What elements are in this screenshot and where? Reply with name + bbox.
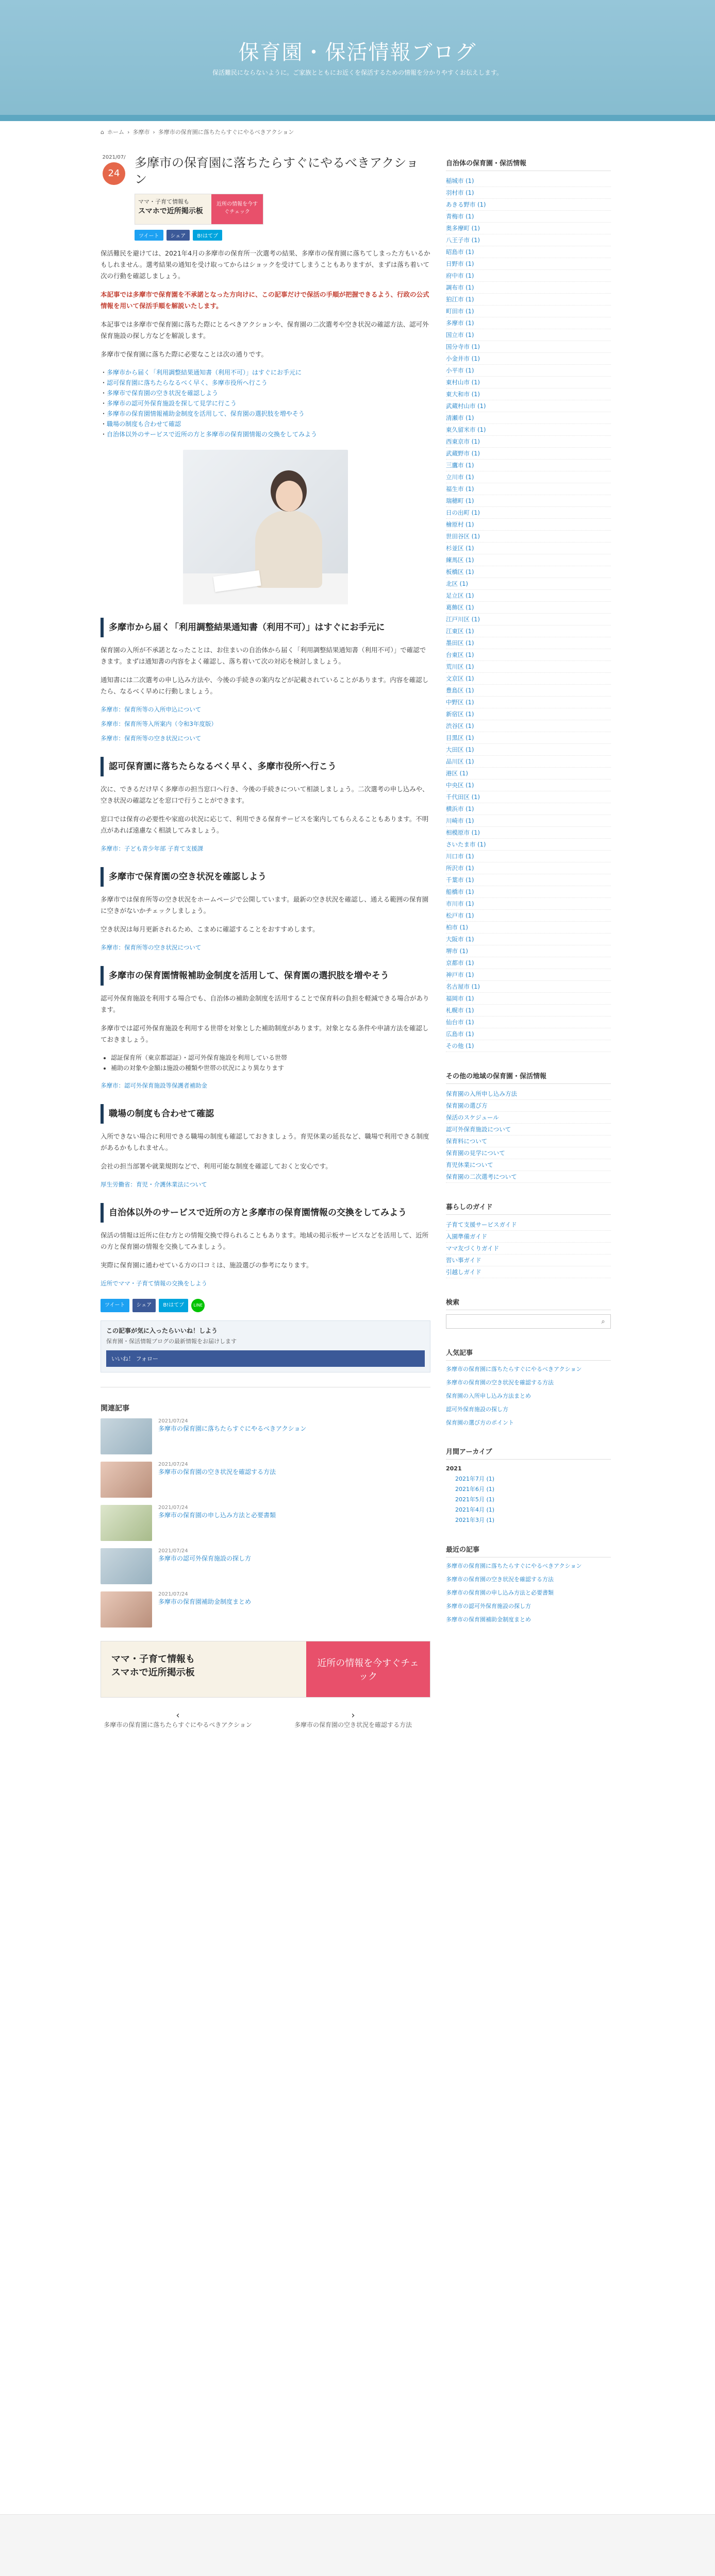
sidebar-area-item[interactable]: 武蔵村山市 (1) [446,400,611,412]
sidebar-area-item[interactable]: 三鷹市 (1) [446,460,611,471]
prev-post-title[interactable]: 多摩市の保育園に落ちたらすぐにやるべきアクション [104,1721,252,1728]
section-heading: 多摩市で保育園の空き状況を確認しよう [101,867,430,887]
sidebar-area-item[interactable]: 港区 (1) [446,768,611,779]
sidebar-area-item[interactable]: 昭島市 (1) [446,246,611,258]
related-thumbnail[interactable] [101,1462,152,1498]
section-heading: 多摩市から届く「利用調整結果通知書（利用不可）」はすぐにお手元に [101,618,430,637]
sidebar-area-item[interactable]: 小平市 (1) [446,365,611,377]
recent-item[interactable]: 多摩市の保育園の空き状況を確認する方法 [446,1576,554,1583]
sidebar-area-item[interactable]: 所沢市 (1) [446,862,611,874]
prev-post[interactable] [101,1711,255,1730]
source-link[interactable]: 多摩市：子ども青少年部 子育て支援課 [101,845,204,852]
sidebar-section-title: 自治体の保育園・保活情報 [446,155,611,171]
hatena-bookmark-button[interactable]: B!はてブ [159,1299,188,1312]
section-paragraph: 会社の担当部署や就業規則などで、利用可能な制度を確認しておくと安心です。 [101,1162,332,1170]
sidebar-area-item[interactable]: 札幌市 (1) [446,1005,611,1016]
archive-year[interactable]: 2021 [446,1465,462,1472]
archive-month[interactable]: 2021年5月 (1) [455,1496,495,1503]
section-paragraph: 入所できない場合に利用できる職場の制度も確認しておきましょう。育児休業の延長など、職場で利用できる制度があるかもしれません。 [101,1132,429,1151]
sidebar-area-item[interactable]: 仙台市 (1) [446,1016,611,1028]
sidebar-search [446,1294,611,1329]
sidebar-area-item[interactable]: 千葉市 (1) [446,874,611,886]
sidebar-other-item[interactable]: 保活のスケジュール [446,1112,611,1124]
sidebar-other-item[interactable]: 保育園の見学について [446,1147,611,1159]
sidebar-others [446,1067,611,1183]
ad-banner-button[interactable]: 近所の情報を今すぐチェック [306,1641,430,1697]
popular-item[interactable]: 認可外保育施設の探し方 [446,1406,508,1413]
facebook-share-button[interactable]: シェア [132,1299,156,1312]
ad-banner-small[interactable] [135,194,263,225]
sidebar-section-title: 最近の記事 [446,1541,611,1557]
sidebar-area-item[interactable]: 稲城市 (1) [446,175,611,187]
source-links [101,1080,430,1091]
source-links [101,1179,430,1190]
sidebar-area-item[interactable]: 渋谷区 (1) [446,720,611,732]
sidebar-popular [446,1344,611,1428]
sidebar-section-title: 検索 [446,1294,611,1310]
sidebar-area-item[interactable]: 練馬区 (1) [446,554,611,566]
sidebar-other-item[interactable]: 認可外保育施設について [446,1124,611,1136]
area-list [446,175,611,1052]
sidebar-guides [446,1198,611,1278]
facebook-like-box [101,1320,430,1372]
popular-item[interactable]: 多摩市の保育園に落ちたらすぐにやるべきアクション [446,1366,582,1372]
sidebar-area-item[interactable]: 荒川区 (1) [446,661,611,673]
sidebar-area-item[interactable]: 大阪市 (1) [446,934,611,945]
sidebar-area-item[interactable]: 狛江市 (1) [446,294,611,306]
toc-item[interactable]: ・ 多摩市の認可外保育施設を探して見学に行こう [101,398,430,409]
sidebar-area-item[interactable]: 多摩市 (1) [446,317,611,329]
archive-month[interactable]: 2021年7月 (1) [455,1476,495,1482]
source-links [101,1278,430,1289]
sidebar-other-item[interactable]: 育児休業について [446,1159,611,1171]
sidebar-areas [446,155,611,1052]
sidebar-area-item[interactable]: 市川市 (1) [446,898,611,910]
recent-item[interactable]: 多摩市の保育園の申し込み方法と必要書類 [446,1589,554,1596]
related-title: 関連記事 [101,1404,129,1413]
sidebar-area-item[interactable]: 北区 (1) [446,578,611,590]
sidebar-area-item[interactable]: 東大和市 (1) [446,388,611,400]
source-link[interactable]: 多摩市：保育所等の入所申込について [101,706,202,713]
ad-banner-large[interactable] [101,1641,430,1698]
tweet-button[interactable]: ツイート [101,1299,129,1312]
sidebar-area-item[interactable]: あきる野市 (1) [446,199,611,211]
sidebar-area-item[interactable]: 大田区 (1) [446,744,611,756]
toc-item[interactable]: ・ 職場の制度も合わせて確認 [101,419,430,429]
table-of-contents [101,367,430,439]
sidebar-area-item[interactable]: 青梅市 (1) [446,211,611,223]
sidebar-area-item[interactable]: 檜原村 (1) [446,519,611,531]
sidebar-area-item[interactable]: 清瀬市 (1) [446,412,611,424]
sidebar-guide-item[interactable]: 引越しガイド [446,1266,611,1278]
sidebar-area-item[interactable]: 東久留米市 (1) [446,424,611,436]
main-content [101,155,430,1730]
site-footer [0,2514,715,2576]
ad-line2: スマホで近所掲示板 [138,207,203,215]
tweet-button[interactable]: ツイート [135,230,163,241]
related-date: 2021/07/24 [158,1462,188,1467]
facebook-like-button[interactable]: いいね！ フォロー [106,1350,425,1367]
sidebar-other-item[interactable]: 保育料について [446,1136,611,1147]
related-date: 2021/07/24 [158,1591,188,1597]
sidebar-recent [446,1541,611,1624]
sidebar-area-item[interactable]: 江戸川区 (1) [446,614,611,625]
sidebar-area-item[interactable]: 品川区 (1) [446,756,611,768]
section-paragraph: 通知書には二次選考の申し込み方法や、今後の手続きの案内などが記載されていることがあります。内容を確認したら、なるべく早めに行動しましょう。 [101,676,429,695]
related-date: 2021/07/24 [158,1505,188,1511]
related-link[interactable]: 多摩市の認可外保育施設の探し方 [158,1555,252,1562]
related-thumbnail[interactable] [101,1505,152,1541]
article-header [101,155,430,188]
intro-paragraph: 本記事では多摩市で保育園に落ちた際にとるべきアクションや、保育園の二次選考や空き状況の確認方法、認可外保育施設の探し方などを解説します。 [101,320,429,340]
section-paragraph: 多摩市では認可外保育施設を利用する世帯を対象とした補助制度があります。対象となる条件や申請方法を確認しておきましょう。 [101,1024,429,1043]
ad-banner-button[interactable]: 近所の情報を今すぐチェック [211,194,263,224]
source-link[interactable]: 多摩市：保育所等入所案内（令和3年度版） [101,720,217,727]
related-thumbnail[interactable] [101,1548,152,1584]
related-link[interactable]: 多摩市の保育園に落ちたらすぐにやるべきアクション [158,1425,307,1432]
sidebar-area-item[interactable]: 武蔵野市 (1) [446,448,611,460]
site-description: 保活難民にならないように。ご家族とともにお近くを保活するための情報を分かりやすくお伝えします。 [212,69,503,76]
sidebar-area-item[interactable]: 東村山市 (1) [446,377,611,388]
toc-item[interactable]: ・ 多摩市の保育園情報補助金制度を活用して、保育園の選択肢を増やそう [101,409,430,419]
related-item[interactable] [101,1591,430,1628]
source-links [101,942,430,953]
related-link[interactable]: 多摩市の保育園の申し込み方法と必要書類 [158,1512,276,1519]
related-date: 2021/07/24 [158,1418,188,1424]
sidebar-area-item[interactable]: 日野市 (1) [446,258,611,270]
breadcrumb-separator: › [153,128,155,135]
search-box [446,1314,611,1329]
section-paragraph: 窓口では保育の必要性や家庭の状況に応じて、利用できる保育サービスを案内してもらえることもあります。不明点があれば遠慮なく相談してみましょう。 [101,815,429,834]
sidebar-area-item[interactable]: 豊島区 (1) [446,685,611,697]
next-post-title[interactable]: 多摩市の保育園の空き状況を確認する方法 [294,1721,412,1728]
section-paragraph: 認可外保育施設を利用する場合でも、自治体の補助金制度を活用することで保育料の負担を軽減できる場合があります。 [101,994,429,1013]
sidebar-area-item[interactable]: 名古屋市 (1) [446,981,611,993]
like-box-title: この記事が気に入ったらいいね！しよう [106,1327,218,1334]
post-navigation [101,1711,430,1730]
popular-item[interactable]: 多摩市の保育園の空き状況を確認する方法 [446,1379,554,1386]
related-item[interactable] [101,1462,430,1498]
related-item[interactable] [101,1418,430,1454]
sidebar-area-item[interactable]: 世田谷区 (1) [446,531,611,543]
sidebar-area-item[interactable]: 新宿区 (1) [446,708,611,720]
hatena-bookmark-button[interactable]: B!はてブ [193,230,222,241]
sidebar-area-item[interactable]: 船橋市 (1) [446,886,611,898]
breadcrumb-home[interactable]: ホーム [107,129,124,135]
sidebar-area-item[interactable]: 川崎市 (1) [446,815,611,827]
recent-item[interactable]: 多摩市の保育園に落ちたらすぐにやるべきアクション [446,1563,582,1569]
sidebar-area-item[interactable]: 京都市 (1) [446,957,611,969]
related-item[interactable] [101,1505,430,1541]
sidebar-area-item[interactable]: 川口市 (1) [446,851,611,862]
toc-item[interactable]: ・ 自治体以外のサービスで近所の方と多摩市の保育園情報の交換をしてみよう [101,429,430,439]
line-share-button[interactable]: LINE [191,1299,205,1312]
sidebar-area-item[interactable]: 奥多摩町 (1) [446,223,611,234]
source-link[interactable]: 多摩市：保育所等の空き状況について [101,944,202,951]
intro-highlight: 本記事では多摩市で保育園を不承諾となった方向けに、この記事だけで保活の手順が把握できるよう、行政の公式情報を用いて保活手順を解説いたします。 [101,291,429,310]
source-link[interactable]: 近所でママ・子育て情報の交換をしよう [101,1280,207,1287]
archive-month[interactable]: 2021年4月 (1) [455,1506,495,1513]
sidebar-area-item[interactable]: 八王子市 (1) [446,234,611,246]
toc-item[interactable]: ・ 多摩市から届く「利用調整結果通知書（利用不可）」はすぐにお手元に [101,367,430,378]
sidebar-area-item[interactable]: 目黒区 (1) [446,732,611,744]
related-thumbnail[interactable] [101,1591,152,1628]
sidebar-area-item[interactable]: 福生市 (1) [446,483,611,495]
date-day: 24 [103,162,125,185]
sidebar-other-item[interactable]: 保育園の二次選考について [446,1171,611,1183]
sidebar-area-item[interactable]: 西東京市 (1) [446,436,611,448]
popular-item[interactable]: 保育園の選び方のポイント [446,1419,514,1426]
others-list [446,1088,611,1183]
sidebar-section-title: その他の地域の保育園・保活情報 [446,1067,611,1084]
section-paragraph: 次に、できるだけ早く多摩市の担当窓口へ行き、今後の手続きについて相談しましょう。二次選考の申し込みや、空き状況の確認などを窓口で行うことができます。 [101,785,429,804]
intro-paragraph: 多摩市で保育園に落ちた際に必要なことは次の通りです。 [101,350,268,358]
breadcrumb-separator: › [127,128,130,135]
sidebar-area-item[interactable]: 板橋区 (1) [446,566,611,578]
sidebar-area-item[interactable]: 福岡市 (1) [446,993,611,1005]
sidebar-area-item[interactable]: 相模原市 (1) [446,827,611,839]
related-date: 2021/07/24 [158,1548,188,1554]
sidebar-area-item[interactable]: 日の出町 (1) [446,507,611,519]
sidebar-area-item[interactable]: 千代田区 (1) [446,791,611,803]
sidebar-guide-item[interactable]: 習い事ガイド [446,1255,611,1266]
sidebar-area-item[interactable]: 足立区 (1) [446,590,611,602]
sidebar-other-item[interactable]: 保育園の選び方 [446,1100,611,1112]
next-post[interactable] [276,1711,430,1730]
section-paragraph: 保育園の入所が不承諾となったことは、お住まいの自治体から届く「利用調整結果通知書（利用不可）」で確認できます。まずは通知書の内容をよく確認し、落ち着いて次の対応を検討しましょう。 [101,646,426,665]
section-heading: 認可保育園に落ちたらなるべく早く、多摩市役所へ行こう [101,757,430,776]
section-paragraph: 実際に保育園に通わせている方の口コミは、施設選びの参考になります。 [101,1261,313,1269]
facebook-share-button[interactable]: シェア [167,230,190,241]
sidebar-area-item[interactable]: 柏市 (1) [446,922,611,934]
header-band [0,115,715,121]
sidebar-area-item[interactable]: 堺市 (1) [446,945,611,957]
popular-item[interactable]: 保育園の入所申し込み方法まとめ [446,1393,531,1399]
sidebar-area-item[interactable]: 神戸市 (1) [446,969,611,981]
popular-list [446,1365,611,1428]
article-title: 多摩市の保育園に落ちたらすぐにやるべきアクション [135,156,419,187]
related-link[interactable]: 多摩市の保育園の空き状況を確認する方法 [158,1468,276,1476]
ad-banner-text [135,194,211,224]
sidebar-area-item[interactable]: 広島市 (1) [446,1028,611,1040]
section-paragraph: 多摩市では保育所等の空き状況をホームページで公開しています。最新の空き状況を確認し、通える範囲の保育園に空きがないかチェックしましょう。 [101,895,429,914]
sidebar-section-title: 暮らしのガイド [446,1198,611,1215]
sidebar-archive [446,1443,611,1526]
archive-list [446,1464,611,1526]
sidebar-area-item[interactable]: 中野区 (1) [446,697,611,708]
related-item[interactable] [101,1548,430,1584]
sidebar-area-item[interactable]: 立川市 (1) [446,471,611,483]
date-badge [101,155,127,185]
section-paragraph: 保活の情報は近所に住む方との情報交換で得られることもあります。地域の掲示板サービスなどを活用して、近所の方と保育園の情報を交換してみましょう。 [101,1231,429,1250]
sidebar-area-item[interactable]: 墨田区 (1) [446,637,611,649]
archive-month[interactable]: 2021年3月 (1) [455,1517,495,1523]
sidebar-area-item[interactable]: その他 (1) [446,1040,611,1052]
share-buttons-bottom [101,1299,430,1312]
source-link[interactable]: 多摩市：認可外保育施設等保護者補助金 [101,1082,207,1089]
sidebar-area-item[interactable]: 文京区 (1) [446,673,611,685]
source-link[interactable]: 厚生労働省：育児・介護休業法について [101,1181,207,1188]
sidebar-guide-item[interactable]: ママ友づくりガイド [446,1243,611,1255]
archive-month[interactable]: 2021年6月 (1) [455,1486,495,1493]
sidebar-area-item[interactable]: 杉並区 (1) [446,543,611,554]
bullet-list [111,1053,430,1073]
sidebar-guide-item[interactable]: 子育て支援サービスガイド [446,1219,611,1231]
sidebar-area-item[interactable]: 小金井市 (1) [446,353,611,365]
site-header [0,0,715,121]
search-input[interactable] [446,1315,596,1328]
sidebar-area-item[interactable]: 松戸市 (1) [446,910,611,922]
hero-image [183,450,348,604]
search-icon[interactable]: ⌕ [601,1318,605,1326]
chevron-right-icon: › [351,1710,355,1721]
sidebar-area-item[interactable]: 葛飾区 (1) [446,602,611,614]
sidebar-section-title: 月間アーカイブ [446,1443,611,1460]
source-link[interactable]: 多摩市：保育所等の空き状況について [101,735,202,742]
sidebar-area-item[interactable]: 国立市 (1) [446,329,611,341]
related-link[interactable]: 多摩市の保育園補助金制度まとめ [158,1598,252,1605]
sidebar-section-title: 人気記事 [446,1344,611,1361]
article-body [101,248,430,1289]
date-year-month: 2021/07/ [102,155,126,160]
sidebar-area-item[interactable]: 国分寺市 (1) [446,341,611,353]
ad-line1: ママ・子育て情報も [111,1654,195,1665]
breadcrumb [101,128,294,136]
guides-list [446,1219,611,1278]
sidebar-area-item[interactable]: 瑞穂町 (1) [446,495,611,507]
sidebar-area-item[interactable]: 町田市 (1) [446,306,611,317]
sidebar-area-item[interactable]: さいたま市 (1) [446,839,611,851]
section-paragraph: 空き状況は毎月更新されるため、こまめに確認することをおすすめします。 [101,925,319,933]
sidebar-guide-item[interactable]: 入園準備ガイド [446,1231,611,1243]
bullet-item: • 認証保育所（東京都認証）・認可外保育施設を利用している世帯 [111,1053,430,1063]
toc-item[interactable]: ・ 多摩市で保育園の空き状況を確認しよう [101,388,430,398]
sidebar-area-item[interactable]: 羽村市 (1) [446,187,611,199]
sidebar-area-item[interactable]: 中央区 (1) [446,779,611,791]
recent-list [446,1562,611,1624]
section-heading: 多摩市の保育園情報補助金制度を活用して、保育園の選択肢を増やそう [101,966,430,986]
intro-paragraph: 保活難民を避けては、2021年4月の多摩市の保育所一次選考の結果、多摩市の保育園に落ちてしまった方もいるかもしれません。選考結果の通知を受け取ってからはショックを受けてしまうこともありますが、まずは落ち着いて次の行動を確認しましょう。 [101,249,430,280]
toc-item[interactable]: ・ 認可保育園に落ちたらなるべく早く、多摩市役所へ行こう [101,378,430,388]
site-title[interactable]: 保育園・保活情報ブログ [238,41,477,64]
home-icon: ⌂ [101,128,104,135]
like-box-body: 保育園・保活情報ブログの最新情報をお届けします [106,1338,237,1345]
chevron-left-icon: ‹ [176,1710,180,1721]
share-buttons-top [135,230,430,241]
sidebar-area-item[interactable]: 横浜市 (1) [446,803,611,815]
sidebar-other-item[interactable]: 保育園の入所申し込み方法 [446,1088,611,1100]
sidebar-area-item[interactable]: 台東区 (1) [446,649,611,661]
recent-item[interactable]: 多摩市の保育園補助金制度まとめ [446,1616,531,1623]
sidebar [446,155,611,1640]
sidebar-area-item[interactable]: 調布市 (1) [446,282,611,294]
sidebar-area-item[interactable]: 府中市 (1) [446,270,611,282]
section-heading: 自治体以外のサービスで近所の方と多摩市の保育園情報の交換をしてみよう [101,1203,430,1223]
source-links [101,843,430,854]
section-heading: 職場の制度も合わせて確認 [101,1104,430,1124]
source-links [101,704,430,743]
related-thumbnail[interactable] [101,1418,152,1454]
ad-line2: スマホで近所掲示板 [111,1667,195,1678]
breadcrumb-category[interactable]: 多摩市 [132,129,150,135]
ad-banner-text [101,1641,306,1697]
ad-line1: ママ・子育て情報も [138,198,189,205]
sidebar-area-item[interactable]: 江東区 (1) [446,625,611,637]
recent-item[interactable]: 多摩市の認可外保育施設の探し方 [446,1603,531,1609]
bullet-item: • 補助の対象や金額は施設の種類や世帯の状況により異なります [111,1063,430,1073]
related-posts [101,1387,430,1628]
breadcrumb-current: 多摩市の保育園に落ちたらすぐにやるべきアクション [158,129,294,135]
